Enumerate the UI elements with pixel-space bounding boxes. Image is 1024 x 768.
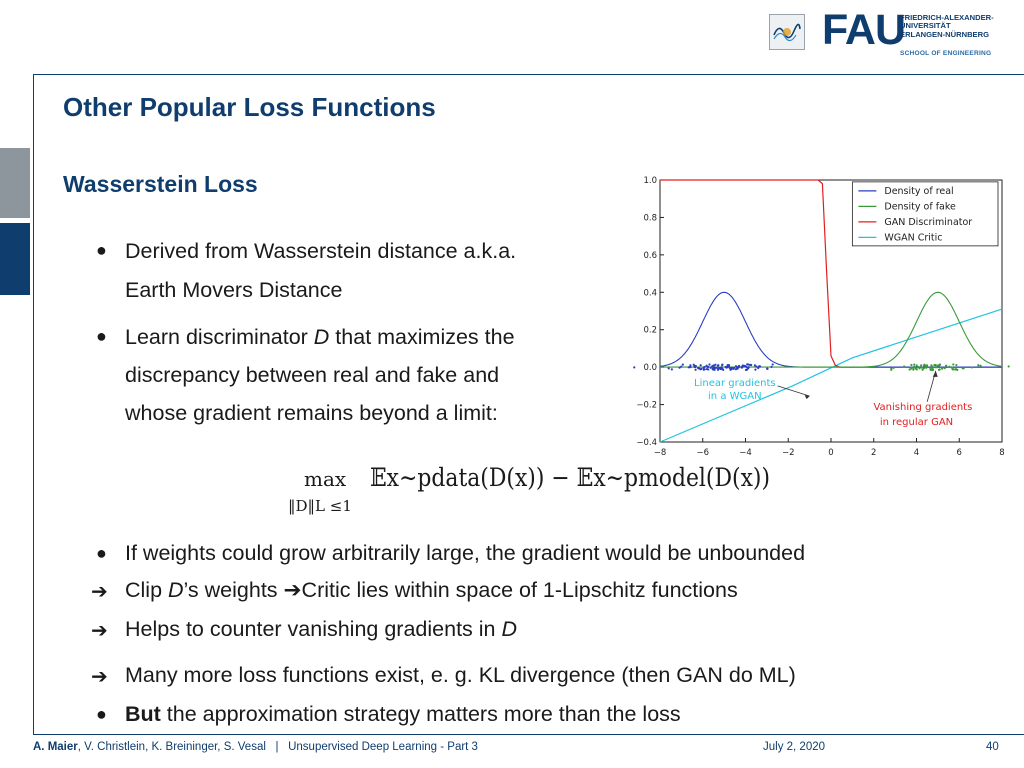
fake-sample-point — [920, 364, 922, 366]
inline-arrow-icon: ➔ — [283, 578, 302, 602]
bullet-text-part: Learn discriminator — [125, 325, 314, 349]
fake-sample-point — [939, 364, 941, 366]
bullet-text-part: Clip — [125, 578, 169, 602]
legend-label: Density of real — [884, 185, 954, 197]
footer-course: Unsupervised Deep Learning - Part 3 — [288, 741, 478, 753]
real-sample-point — [725, 366, 727, 368]
university-line: UNIVERSITÄT — [900, 21, 951, 31]
real-sample-point — [712, 368, 714, 370]
real-sample-point — [721, 364, 723, 366]
real-sample-point — [700, 368, 702, 370]
frame-top-rule — [33, 74, 1024, 75]
fau-wordmark: FAU — [822, 6, 905, 54]
real-sample-point — [747, 363, 749, 365]
wasserstein-chart — [622, 172, 1014, 462]
x-tick-label: 4 — [913, 448, 920, 457]
x-tick-label: 2 — [871, 448, 877, 457]
variable-d: D — [313, 325, 330, 349]
footer-page-number: 40 — [986, 741, 999, 753]
y-tick-label: 0.6 — [643, 250, 657, 261]
real-sample-point — [770, 366, 772, 368]
fake-sample-point — [918, 367, 920, 369]
real-sample-point — [710, 367, 712, 369]
real-sample-point — [733, 367, 735, 369]
real-sample-point — [728, 366, 730, 368]
y-tick-label: 0.4 — [643, 288, 657, 299]
real-sample-point — [754, 369, 756, 371]
fake-sample-point — [931, 369, 933, 371]
y-tick-label: 0.2 — [643, 325, 657, 336]
x-tick-label: 0 — [828, 448, 834, 457]
bullet-text: Earth Movers Distance — [125, 278, 343, 302]
y-tick-label: 0.0 — [643, 363, 657, 374]
footer-date: July 2, 2020 — [763, 741, 826, 753]
fake-sample-point — [913, 364, 915, 366]
formula-max: max — [304, 467, 347, 491]
annotation-gan-line2: in regular GAN — [879, 417, 954, 429]
real-sample-point — [682, 363, 684, 365]
x-tick-label: 6 — [956, 448, 962, 457]
legend-label: Density of fake — [884, 201, 956, 213]
university-name — [900, 14, 994, 39]
formula-svg — [286, 455, 806, 525]
real-sample-point — [735, 368, 737, 370]
bullet-text: If weights could grow arbitrarily large, the gradient would be unbounded — [125, 541, 806, 565]
real-sample-point — [743, 365, 745, 367]
wasserstein-formula — [286, 455, 806, 525]
bullet-text-part: Helps to counter vanishing gradients in — [125, 617, 502, 641]
bullet-text-bold: But — [125, 702, 161, 726]
bullet-text: discrepancy between real and fake and — [125, 363, 500, 387]
bullet-text — [125, 702, 681, 727]
x-tick-label: −8 — [653, 448, 667, 457]
real-sample-point — [689, 364, 691, 366]
x-tick-label: −6 — [696, 448, 710, 457]
real-sample-point — [633, 366, 635, 368]
real-sample-point — [693, 366, 695, 368]
side-marker-dark — [0, 223, 30, 295]
bullet-text-part: Critic lies within space of 1-Lipschitz functions — [301, 578, 738, 602]
bullet-text-part: that maximizes the — [329, 325, 515, 349]
real-sample-point — [738, 366, 740, 368]
real-sample-point — [745, 369, 747, 371]
fake-sample-point — [971, 366, 973, 368]
fake-sample-point — [977, 364, 979, 366]
fake-sample-point — [938, 369, 940, 371]
real-sample-point — [748, 366, 750, 368]
fake-sample-point — [893, 367, 895, 369]
slide-title: Other Popular Loss Functions — [63, 92, 436, 122]
fake-sample-point — [934, 364, 936, 366]
x-tick-label: −2 — [781, 448, 795, 457]
legend-label: WGAN Critic — [884, 232, 943, 244]
real-sample-point — [741, 367, 743, 369]
real-sample-point — [704, 368, 706, 370]
real-sample-point — [766, 368, 768, 370]
arrow-icon: ➔ — [91, 666, 108, 688]
fake-sample-point — [903, 365, 905, 367]
fake-sample-point — [945, 365, 947, 367]
real-sample-point — [745, 366, 747, 368]
x-tick-label: −4 — [739, 448, 752, 457]
fake-sample-point — [921, 369, 923, 371]
bullet-text — [125, 617, 517, 642]
fake-sample-point — [923, 364, 925, 366]
footer-separator: | — [275, 741, 279, 753]
frame-left-rule — [33, 74, 34, 734]
real-sample-point — [700, 364, 702, 366]
annotation-wgan-line1: Linear gradients — [694, 377, 776, 389]
fake-sample-point — [980, 365, 982, 367]
y-tick-label: −0.2 — [636, 400, 657, 411]
fake-sample-point — [890, 369, 892, 371]
chart-svg — [622, 172, 1014, 457]
fake-sample-point — [955, 364, 957, 366]
real-sample-point — [688, 366, 690, 368]
real-sample-point — [757, 367, 759, 369]
real-sample-point — [707, 368, 709, 370]
variable-d: D — [501, 617, 518, 641]
school-name: SCHOOL OF ENGINEERING — [900, 50, 992, 57]
y-tick-label: 1.0 — [643, 176, 657, 186]
real-sample-point — [668, 367, 670, 369]
y-tick-label: 0.8 — [643, 213, 657, 224]
footer-authors-rest: , V. Christlein, K. Breininger, S. Vesal — [77, 741, 266, 753]
real-sample-point — [735, 365, 737, 367]
formula-expression: 𝔼x∼pdata(D(x)) − 𝔼x∼pmodel(D(x)) — [370, 463, 770, 492]
real-sample-point — [754, 364, 756, 366]
real-sample-point — [731, 367, 733, 369]
real-sample-point — [671, 368, 673, 370]
real-sample-point — [678, 367, 680, 369]
bullet-text — [125, 578, 738, 603]
variable-d: D — [168, 578, 184, 602]
fake-sample-point — [962, 367, 964, 369]
fake-sample-point — [910, 367, 912, 369]
real-sample-point — [708, 363, 710, 365]
bullet-text-part: the approximation strategy matters more than the loss — [160, 702, 681, 726]
annotation-gan-line1: Vanishing gradients — [873, 402, 973, 414]
fake-sample-point — [941, 367, 943, 369]
real-sample-point — [759, 365, 761, 367]
bullet-text-part: ’s weights — [183, 578, 284, 602]
bullet-text: Many more loss functions exist, e. g. KL divergence (then GAN do ML) — [125, 663, 796, 687]
arrow-icon: ➔ — [91, 581, 108, 603]
fake-sample-point — [944, 367, 946, 369]
fake-sample-point — [952, 363, 954, 365]
real-sample-point — [697, 367, 699, 369]
bullet-text: Derived from Wasserstein distance a.k.a. — [125, 239, 517, 263]
fake-sample-point — [915, 368, 917, 370]
section-subtitle: Wasserstein Loss — [63, 171, 258, 197]
bullet-dot: ● — [96, 543, 107, 563]
real-sample-point — [772, 363, 774, 365]
fake-sample-point — [1008, 365, 1010, 367]
lab-logo-icon — [769, 14, 805, 50]
fake-sample-point — [936, 366, 938, 368]
side-marker-light — [0, 148, 30, 218]
real-sample-point — [714, 364, 716, 366]
real-sample-point — [707, 366, 709, 368]
real-sample-point — [717, 364, 719, 366]
annotation-wgan-line2: in a WGAN — [708, 390, 762, 402]
arrow-icon: ➔ — [91, 620, 108, 642]
footer-author-main: A. Maier — [33, 741, 78, 753]
bullet-dot: ● — [96, 240, 107, 260]
real-sample-point — [693, 364, 695, 366]
bullet-text: whose gradient remains beyond a limit: — [125, 401, 498, 425]
fake-sample-point — [930, 366, 932, 368]
fake-sample-point — [912, 367, 914, 369]
formula-constraint: ‖D‖L ≤1 — [288, 497, 352, 515]
fake-sample-point — [952, 368, 954, 370]
y-tick-label: −0.4 — [636, 438, 657, 448]
real-sample-point — [717, 367, 719, 369]
fake-sample-point — [948, 366, 950, 368]
legend-label: GAN Discriminator — [884, 216, 973, 228]
university-line: ERLANGEN-NÜRNBERG — [900, 29, 990, 39]
real-sample-point — [694, 369, 696, 371]
university-line: FRIEDRICH-ALEXANDER- — [900, 13, 994, 22]
fake-sample-point — [921, 366, 923, 368]
fake-sample-point — [955, 368, 957, 370]
frame-bottom-rule — [33, 734, 1024, 735]
x-tick-label: 8 — [999, 448, 1005, 457]
footer-authors — [33, 741, 478, 753]
bullet-dot: ● — [96, 326, 107, 346]
bullet-text — [125, 325, 515, 350]
bullet-dot: ● — [96, 704, 107, 724]
fake-sample-point — [910, 364, 912, 366]
